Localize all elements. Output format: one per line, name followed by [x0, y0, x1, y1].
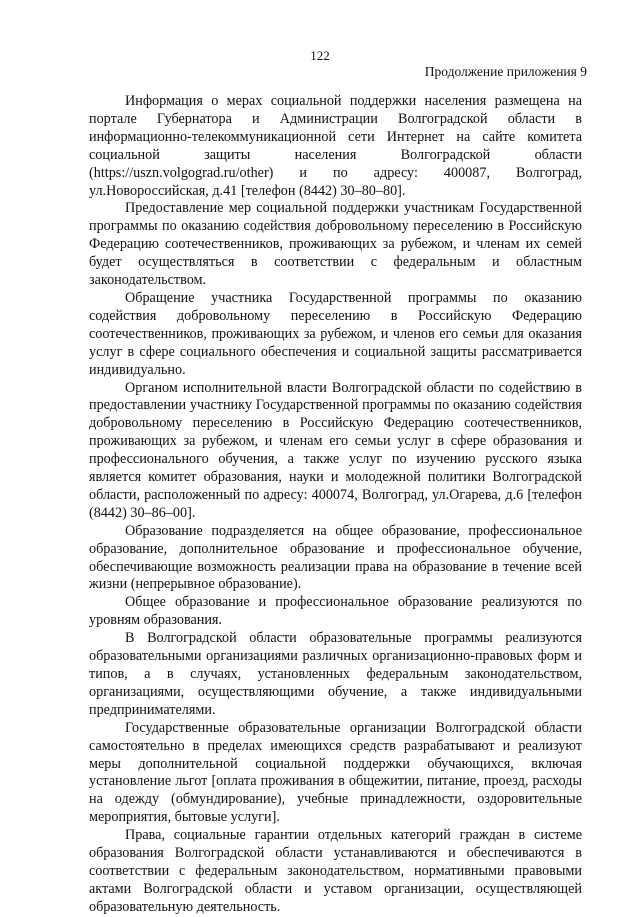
paragraph-education-types: Образование подразделяется на общее образование, профессиональное образование, дополнительное образование и профессиональное обучение, обеспечивающие возможность реализации права на образование в течение всей жизни (непрерывное образование).	[89, 522, 582, 593]
paragraph-education-levels: Общее образование и профессиональное образование реализуются по уровням образования.	[89, 594, 582, 629]
paragraph-executive-authority: Органом исполнительной власти Волгоградской области по содействию в предоставлении участнику Государственной программы по оказанию содействия добровольному переселению в Российскую Федерацию соотечественников, проживающих за рубежом, и членам его семьи услуг в сфере образования и профессионального обучения, а также услуг по изучению русского языка является комитет образования, науки и молодежной политики Волгоградской области, расположенный по адресу: 400074, Волгоград, ул.Огарева, д.6 [телефон (8442) 30–86–00].	[89, 379, 582, 521]
paragraph-rights-guarantees: Права, социальные гарантии отдельных категорий граждан в системе образования Волгоградской области устанавливаются и обеспечиваются в соответствии с федеральным законодательством, нормативными правовыми актами Волгоградской области и уставом организации, осуществляющей образовательную деятельность.	[89, 827, 582, 915]
paragraph-participant-appeal: Обращение участника Государственной программы по оказанию содействия добровольному переселению в Российскую Федерацию соотечественников, проживающих за рубежом, и членов его семьи для оказания услуг в сфере социального обеспечения и социальной защиты рассматривается индивидуально.	[89, 289, 582, 378]
document-body	[89, 93, 582, 917]
paragraph-support-measures: Предоставление мер социальной поддержки участникам Государственной программы по оказанию содействия добровольному переселению в Российскую Федерацию соотечественников, проживающих за рубежом, и членам их семей будет осуществляться в соответствии с федеральным и областным законодательством.	[89, 200, 582, 289]
paragraph-social-support-info: Информация о мерах социальной поддержки населения размещена на портале Губернатора и Администрации Волгоградской области в информационно-телекоммуникационной сети Интернет на сайте комитета социальной защиты населения Волгоградской области (https://uszn.volgograd.ru/other) и по адресу: 400087, Волгоград, ул.Новороссийская, д.41 [телефон (8442) 30–80–80].	[89, 93, 582, 199]
paragraph-state-organizations: Государственные образовательные организации Волгоградской области самостоятельно в пределах имеющихся средств разрабатывают и реализуют меры дополнительной социальной поддержки обучающихся, включая установление льгот [оплата проживания в общежитии, питание, проезд, расходы на одежду (обмундирование), учебные принадлежности, оздоровительные мероприятия, бытовые услуги].	[89, 719, 582, 826]
paragraph-educational-programs: В Волгоградской области образовательные программы реализуются образовательными организациями различных организационно-правовых форм и типов, а в случаях, установленных федеральным законодательством, организациями, осуществляющими обучение, а также индивидуальными предпринимателями.	[89, 630, 582, 718]
appendix-continuation-note: Продолжение приложения 9	[424, 64, 587, 79]
page-number: 122	[310, 48, 330, 63]
